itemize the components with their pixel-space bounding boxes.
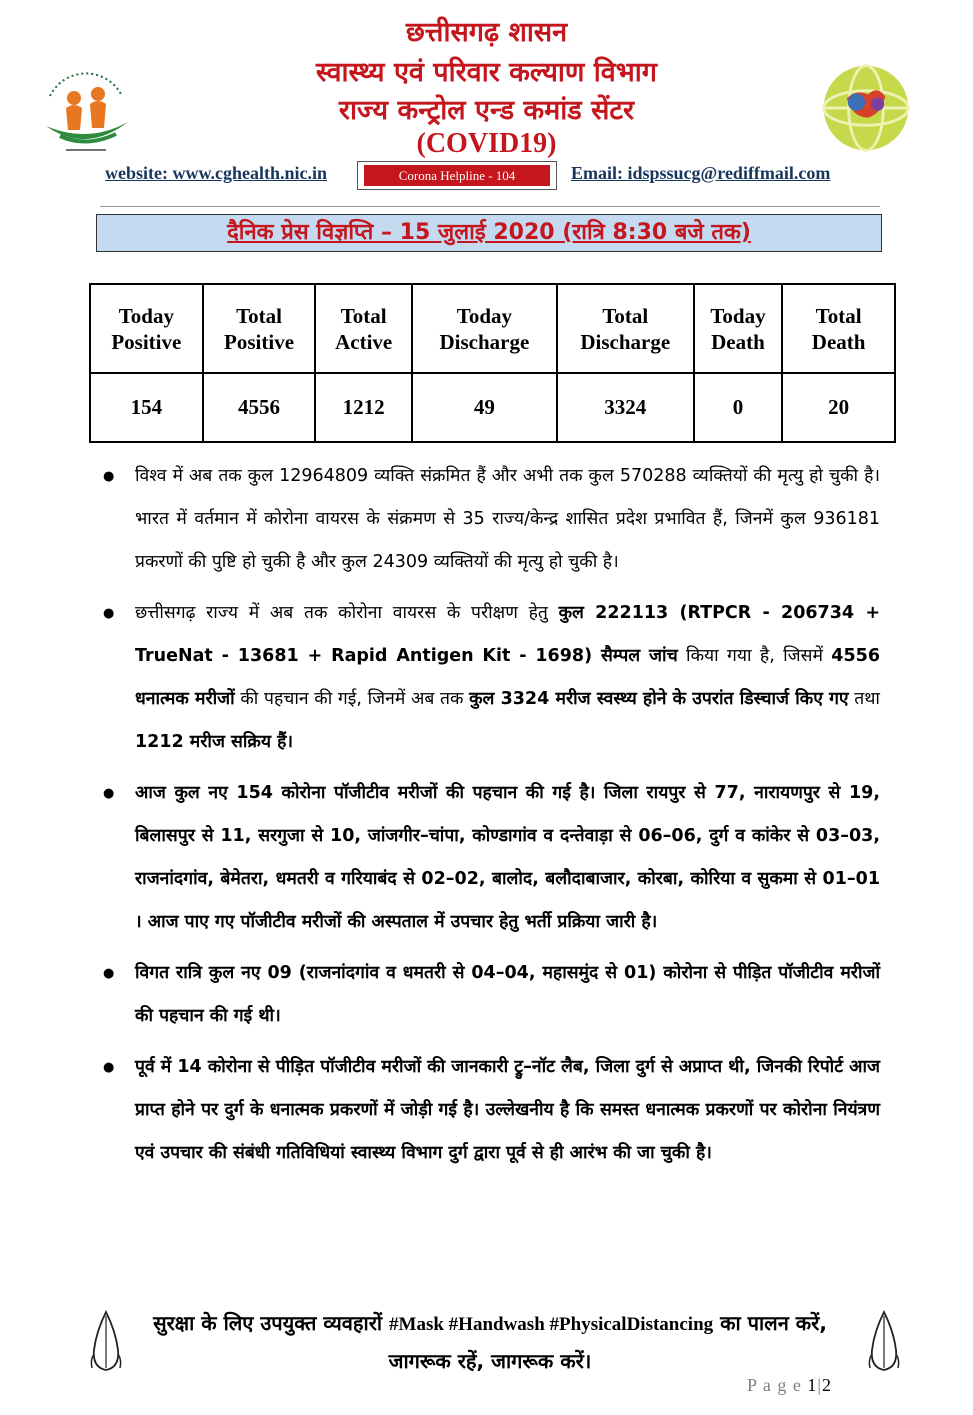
bullet-durg-cases: ● पूर्व में 14 कोरोना से पीड़ित पॉजीटीव मरीजों की जानकारी ट्रु–नॉट लैब, जिला दुर्ग से अप्राप्त थी, जिनकी रिपोर्ट आज प्राप्त होने पर दुर्ग के धनात्मक प्रकरणों में जोड़ी गई है। उल्लेखनीय है कि समस्त धनात्मक प्रकरणों पर कोरोना नियंत्रण एवं उपचार की संबंधी गतिविधियां स्वास्थ्य विभाग दुर्ग द्वारा पूर्व से ही आरंभ की जा चुकी है। — [100, 1046, 880, 1175]
press-release-banner — [96, 214, 882, 252]
website-link[interactable]: website: www.cghealth.nic.in — [105, 163, 327, 183]
divider — [100, 206, 880, 207]
header-today-death: Today Death — [694, 284, 783, 373]
praying-hands-icon — [88, 1310, 124, 1372]
bullet-list — [100, 455, 880, 1183]
table-value-row — [90, 373, 895, 442]
header-line-2: स्वास्थ्य एवं परिवार कल्याण विभाग — [316, 57, 657, 88]
value-total-death: 20 — [782, 373, 895, 442]
bullet-world-india-stats: ● विश्व में अब तक कुल 12964809 व्यक्ति संक्रमित हैं और अभी तक कुल 570288 व्यक्तियों की मृत्यु हो चुकी है। भारत में वर्तमान में कोरोना वायरस के संक्रमण से 35 राज्य/केन्द्र शासित प्रदेश प्रभावित हैं, जिनमें कुल 936181 प्रकरणों की पुष्टि हो चुकी है और कुल 24309 व्यक्तियों की मृत्यु हो चुकी है। — [100, 455, 880, 584]
email-link[interactable]: Email: idspssucg@rediffmail.com — [571, 163, 831, 183]
health-mission-logo-icon — [36, 56, 136, 156]
value-today-discharge: 49 — [412, 373, 557, 442]
table-header-row — [90, 284, 895, 373]
header-line-3: राज्य कन्ट्रोल एन्ड कमांड सेंटर — [338, 95, 635, 126]
bullet-new-cases-today: ● आज कुल नए 154 कोरोना पॉजीटीव मरीजों की पहचान की गई है। जिला रायपुर से 77, नारायणपुर से 19, बिलासपुर से 11, सरगुजा से 10, जांजगीर–चांपा, कोण्डागांव व दन्तेवाड़ा से 06–06, दुर्ग व कांकेर से 03–03, राजनांदगांव, बेमेतरा, धमतरी व गरियाबंद से 02–02, बालोद, बलौदाबाजार, कोरबा, कोरिया व सुकमा से 01–01 । आज पाए गए पॉजीटीव मरीजों की अस्पताल में उपचार हेतु भर्ती प्रक्रिया जारी है। — [100, 772, 880, 944]
value-total-positive: 4556 — [203, 373, 316, 442]
helpline-label: Corona Helpline - 104 — [364, 165, 550, 186]
praying-hands-icon — [866, 1310, 902, 1372]
header-total-death: Total Death — [782, 284, 895, 373]
bullet-state-testing: ● छत्तीसगढ़ राज्य में अब तक कोरोना वायरस के परीक्षण हेतु कुल 222113 (RTPCR - 206734 + TrueNat - 13681 + Rapid Antigen Kit - 1698) सैम्पल जांच किया गया है, जिसमें 4556 धनात्मक मरीजों की पहचान की गई, जिनमें अब तक कुल 3324 मरीज स्वस्थ्य होने के उपरांत डिस्चार्ज किए गए तथा 1212 मरीज सक्रिय हैं। — [100, 592, 880, 764]
page-number: P a g e 1|2 — [747, 1375, 832, 1395]
idsp-globe-logo-icon — [818, 60, 914, 156]
value-today-death: 0 — [694, 373, 783, 442]
header-total-positive: Total Positive — [203, 284, 316, 373]
safety-message: सुरक्षा के लिए उपयुक्त व्यवहारों #Mask #Handwash #PhysicalDistancing का पालन करें, जागरूक रहें, जागरूक करें। — [153, 1311, 827, 1373]
value-today-positive: 154 — [90, 373, 203, 442]
press-release-title: दैनिक प्रेस विज्ञप्ति – 15 जुलाई 2020 (रात्रि 8:30 बजे तक) — [227, 220, 751, 245]
bullet-last-night-cases: ● विगत रात्रि कुल नए 09 (राजनांदगांव व धमतरी से 04–04, महासमुंद से 01) कोरोना से पीड़ित पॉजीटीव मरीजों की पहचान की गई थी। — [100, 952, 880, 1038]
header-line-1: छत्तीसगढ़ शासन — [405, 17, 568, 48]
header-today-discharge: Today Discharge — [412, 284, 557, 373]
value-total-discharge: 3324 — [557, 373, 694, 442]
helpline-box — [357, 161, 557, 190]
covid-stats-table — [89, 283, 896, 443]
header-total-discharge: Total Discharge — [557, 284, 694, 373]
header-today-positive: Today Positive — [90, 284, 203, 373]
header-total-active: Total Active — [315, 284, 412, 373]
header-line-4: (COVID19) — [416, 128, 557, 159]
value-total-active: 1212 — [315, 373, 412, 442]
